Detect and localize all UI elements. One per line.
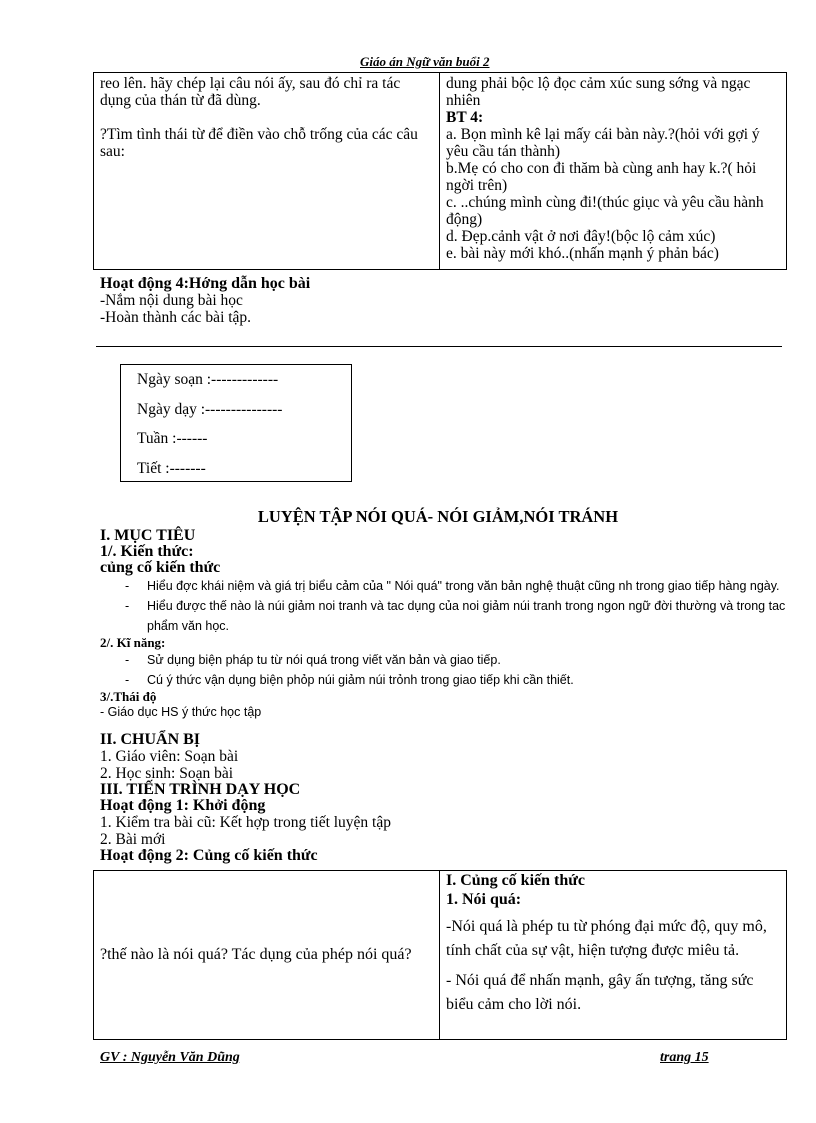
- activity-4-heading: Hoạt động 4:Hớng dẫn học bài: [100, 275, 311, 292]
- knowledge-table: [93, 870, 787, 1040]
- list-item: - Cú ý thức vận dụng biện phỏp núi giảm núi trỏnh trong giao tiếp khi cần thiết.: [100, 670, 790, 690]
- table-cell-right: [440, 871, 787, 1040]
- activity-2-heading: Hoạt động 2: Củng cố kiến thức: [100, 847, 318, 864]
- list-item: 1. Giáo viên: Soạn bài: [100, 748, 239, 765]
- list-item: - Hiểu được thế nào là núi giảm noi tranh và tac dụng của noi giảm núi tranh trong ngon ngữ đời thường và trong tac phẩm văn học.: [100, 596, 790, 636]
- consolidate-heading: củng cố kiến thức: [100, 559, 221, 576]
- ngay-soan: Ngày soạn :-------------: [137, 371, 279, 388]
- activity-1-heading: Hoạt động 1: Khởi động: [100, 797, 266, 814]
- list-item: 2. Học sinh: Soạn bài: [100, 765, 234, 782]
- page-header: Giáo án Ngữ văn buổi 2: [360, 54, 490, 69]
- list-item: -Hoàn thành các bài tập.: [100, 309, 252, 326]
- knowledge-subheading: 1. Nói quá:: [446, 891, 522, 908]
- footer-teacher: GV : Nguyễn Văn Dũng: [100, 1050, 240, 1065]
- table-cell-left: [94, 73, 440, 270]
- question: ?thế nào là nói quá? Tác dụng của phép nói quá?: [100, 946, 412, 963]
- section-heading: III. TIẾN TRÌNH DẠY HỌC: [100, 781, 301, 798]
- knowledge-heading: I. Củng cố kiến thức: [446, 872, 585, 889]
- list-item: -Nắm nội dung bài học: [100, 292, 243, 309]
- list-item: - Hiểu đợc khái niệm và giá trị biểu cảm của " Nói quá" trong văn bản nghệ thuật cũng nh trong giao tiếp hàng ngày.: [100, 576, 790, 596]
- exercise-item: d. Đẹp.cảnh vật ở nơi đây!(bộc lộ cảm xúc): [446, 228, 716, 245]
- left-paragraph-1: reo lên. hãy chép lại câu nói ấy, sau đó chỉ ra tác dụng của thán từ đã dùng.: [100, 75, 401, 109]
- tuan: Tuần :------: [137, 430, 208, 447]
- tiet: Tiết :-------: [137, 459, 206, 477]
- answer-paragraph-1: -Nói quá là phép tu từ phóng đại mức độ, quy mô, tính chất của sự vật, hiện tượng được miêu tả.: [446, 918, 767, 959]
- exercise-item: c. ..chúng mình cùng đi!(thúc giục và yêu cầu hành động): [446, 194, 764, 228]
- lesson-title: LUYỆN TẬP NÓI QUÁ- NÓI GIẢM,NÓI TRÁNH: [257, 507, 619, 526]
- table-row: [94, 73, 787, 270]
- attitude-item: - Giáo dục HS ý thức học tập: [100, 705, 262, 719]
- table-row: [94, 871, 787, 1040]
- section-heading: II. CHUẨN BỊ: [100, 731, 201, 748]
- attitude-heading: 3/.Thái độ: [100, 689, 157, 704]
- activity-4-section: [100, 275, 310, 326]
- skills-list: [100, 650, 790, 690]
- right-paragraph-1: dung phải bộc lộ đọc cảm xúc sung sớng và ngạc nhiên: [446, 75, 751, 109]
- list-item: - Sử dụng biện pháp tu từ nói quá trong viết văn bản và giao tiếp.: [100, 650, 790, 670]
- answer-paragraph-2: - Nói quá để nhấn mạnh, gây ấn tượng, tăng sức biểu cảm cho lời nói.: [446, 972, 754, 1013]
- list-item: 1. Kiểm tra bài cũ: Kết hợp trong tiết luyện tập: [100, 814, 391, 831]
- table-cell-right: [440, 73, 787, 270]
- left-paragraph-2: ?Tìm tình thái từ để điền vào chỗ trống của các câu sau:: [100, 126, 418, 160]
- footer-page-number: trang 15: [660, 1050, 709, 1065]
- exercise-table: [93, 72, 787, 270]
- table-cell-left: [94, 871, 440, 1040]
- ngay-day: Ngày dạy :---------------: [137, 400, 283, 418]
- info-box: [120, 364, 352, 482]
- section-heading: I. MỤC TIÊU: [100, 527, 196, 544]
- exercise-item: e. bài này mới khó..(nhấn mạnh ý phản bác): [446, 245, 719, 262]
- knowledge-list: [100, 576, 790, 636]
- skills-heading: 2/. Kĩ năng:: [100, 635, 166, 650]
- divider: [96, 346, 782, 347]
- knowledge-heading: 1/. Kiến thức:: [100, 543, 194, 560]
- section-preparation: [100, 732, 790, 864]
- exercise-item: b.Mẹ có cho con đi thăm bà cùng anh hay k.?( hỏi ngời trên): [446, 160, 757, 194]
- list-item: 2. Bài mới: [100, 831, 166, 848]
- section-objectives: [100, 528, 790, 720]
- exercise-heading: BT 4:: [446, 109, 484, 126]
- exercise-item: a. Bọn mình kê lại mấy cái bàn này.?(hỏi với gợi ý yêu cầu tán thành): [446, 126, 760, 160]
